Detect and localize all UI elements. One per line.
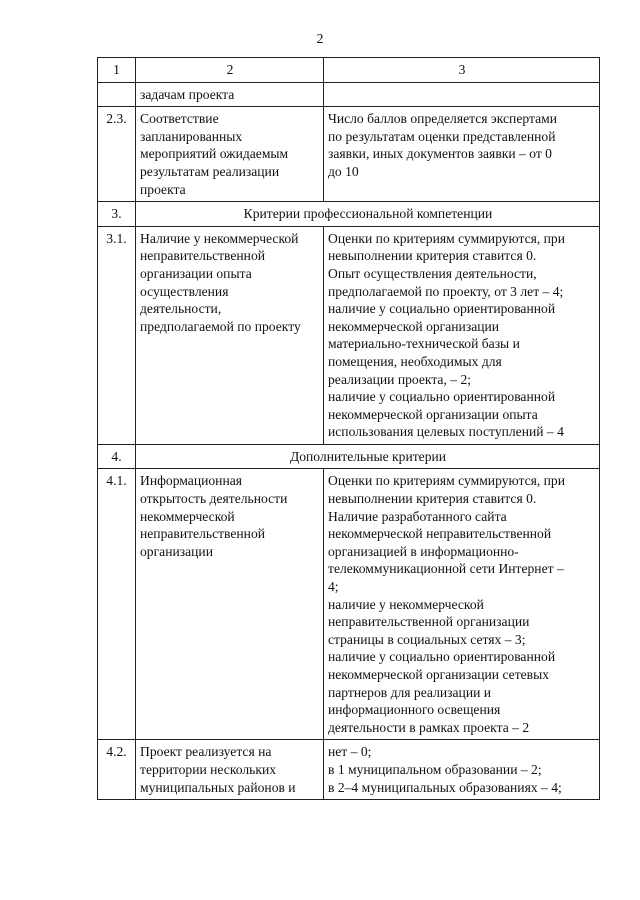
text-line: Информационная [140, 473, 243, 489]
criterion-name-cell [136, 107, 324, 202]
text-line: реализации проекта, – 2; [328, 371, 472, 387]
table-row-4-2 [98, 740, 600, 800]
text-line: Проект реализуется на [140, 744, 272, 760]
text-line: деятельности, [140, 301, 222, 317]
text-line: наличие у социально ориентированной [328, 389, 556, 405]
header-col-1: 1 [98, 58, 136, 83]
text-line: в 1 муниципальном образовании – 2; [328, 761, 542, 777]
text-line: материально-технической базы и [328, 336, 520, 352]
criterion-name-cell: задачам проекта [136, 82, 324, 107]
text-line: наличие у социально ориентированной [328, 649, 556, 665]
text-line: осуществления [140, 283, 229, 299]
text-line: некоммерческой организации опыта [328, 406, 538, 422]
header-col-3: 3 [324, 58, 600, 83]
section-title: Дополнительные критерии [136, 444, 600, 469]
text-line: некоммерческой организации сетевых [328, 667, 550, 682]
criterion-description-cell [324, 469, 600, 740]
text-line: проекта [140, 181, 186, 197]
text-line: запланированных [140, 128, 243, 144]
text-line: 4; [328, 579, 339, 595]
text-line: организацией в информационно- [328, 543, 519, 559]
text-line: некоммерческой организации [328, 318, 500, 334]
table-row-3-1 [98, 226, 600, 444]
text-line: партнеров для реализации и [328, 684, 492, 700]
row-number-cell: 2.3. [98, 107, 136, 202]
text-line: деятельности в рамках проекта – 2 [328, 719, 530, 735]
table-header-row [98, 58, 600, 83]
criterion-name-cell [136, 469, 324, 740]
text-line: Наличие разработанного сайта [328, 508, 507, 524]
table-row-continuation [98, 82, 600, 107]
page-number: 2 [316, 32, 324, 47]
criterion-description-cell [324, 740, 600, 800]
text-line: заявки, иных документов заявки – от 0 [328, 146, 552, 162]
text-line: наличие у социально ориентированной [328, 301, 556, 317]
criterion-description-cell [324, 107, 600, 202]
criterion-description-cell [324, 226, 600, 444]
text-line: наличие у некоммерческой [328, 596, 484, 612]
text-line: невыполнении критерия ставится 0. [328, 248, 537, 264]
section-number-cell: 3. [98, 202, 136, 227]
criterion-name-cell [136, 740, 324, 800]
criteria-table [97, 57, 600, 800]
text-line: территории нескольких [140, 761, 277, 777]
text-line: открытость деятельности [140, 491, 288, 507]
section-row-4 [98, 444, 600, 469]
text-line: Число баллов определяется экспертами [328, 111, 557, 127]
text-line: Наличие у некоммерческой [140, 230, 299, 246]
text-line: Оценки по критериям суммируются, при [328, 230, 566, 246]
text-line: Опыт осуществления деятельности, [328, 265, 537, 281]
header-col-2: 2 [136, 58, 324, 83]
text-line: Соответствие [140, 111, 219, 127]
text-line: неправительственной организации [328, 614, 530, 630]
row-number-cell: 4.2. [98, 740, 136, 800]
text-line: неправительственной [140, 526, 266, 542]
text-line: результатам реализации [140, 163, 280, 179]
section-title: Критерии профессиональной компетенции [136, 202, 600, 227]
row-number-cell: 4.1. [98, 469, 136, 740]
text-line: невыполнении критерия ставится 0. [328, 491, 537, 507]
text-line: помещения, необходимых для [328, 353, 502, 369]
text-line: использования целевых поступлений – 4 [328, 424, 564, 440]
text-line: предполагаемой по проекту [140, 318, 301, 334]
text-line: мероприятий ожидаемым [140, 146, 289, 162]
text-line: предполагаемой по проекту, от 3 лет – 4; [328, 283, 564, 299]
section-number-cell: 4. [98, 444, 136, 469]
text-line: организации [140, 543, 213, 559]
text-line: в 2–4 муниципальных образованиях – 4; [328, 779, 562, 795]
text-line: организации опыта [140, 265, 252, 281]
criterion-description-cell [324, 82, 600, 107]
text-line: страницы в социальных сетях – 3; [328, 631, 526, 647]
text-line: неправительственной [140, 248, 266, 264]
table-row-4-1 [98, 469, 600, 740]
text-line: по результатам оценки представленной [328, 128, 556, 144]
text-line: некоммерческой [140, 508, 235, 524]
text-line: нет – 0; [328, 744, 372, 760]
text-line: до 10 [328, 163, 359, 179]
row-number-cell: 3.1. [98, 226, 136, 444]
text-line: телекоммуникационной сети Интернет – [328, 561, 564, 577]
text-line: информационного освещения [328, 702, 501, 718]
text-line: Оценки по критериям суммируются, при [328, 473, 566, 489]
table-row-2-3 [98, 107, 600, 202]
criterion-name-cell [136, 226, 324, 444]
row-number-cell [98, 82, 136, 107]
text-line: муниципальных районов и [140, 779, 296, 795]
section-row-3 [98, 202, 600, 227]
text-line: некоммерческой неправительственной [328, 526, 552, 542]
